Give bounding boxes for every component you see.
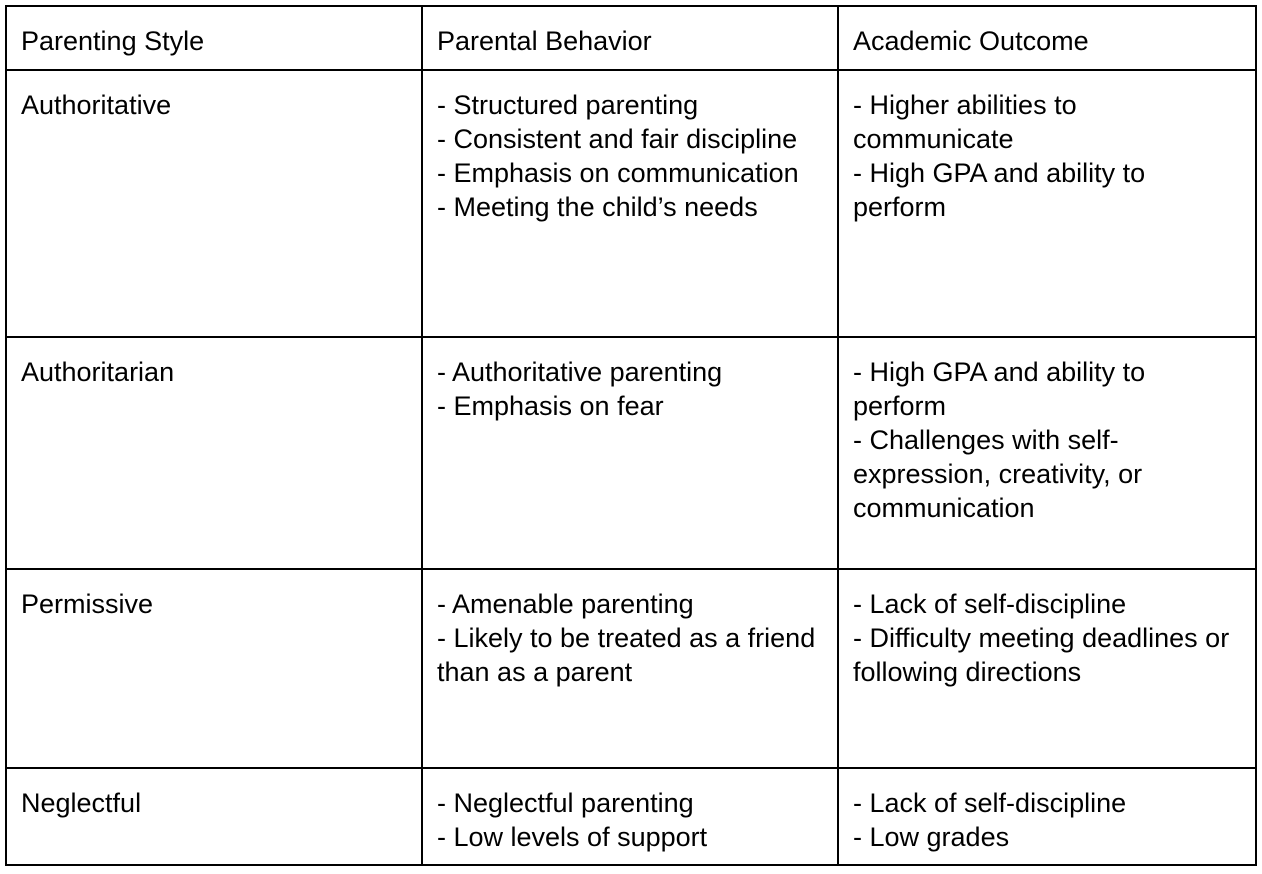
behavior-cell [422, 569, 838, 768]
outcome-item: - Difficulty meeting deadlines or following directions [853, 623, 1230, 687]
behavior-item: - Neglectful parenting [437, 788, 694, 818]
behavior-item: - Structured parenting [437, 90, 699, 120]
behavior-item: - Authoritative parenting [437, 357, 723, 387]
behavior-item: - Likely to be treated as a friend than as a parent [437, 623, 816, 687]
style-cell: Permissive [6, 569, 422, 768]
outcome-item: - Lack of self-discipline [853, 589, 1127, 619]
outcome-item: - Low grades [853, 822, 1010, 852]
behavior-item: - Consistent and fair discipline [437, 124, 798, 154]
behavior-cell [422, 337, 838, 569]
behavior-item: - Low levels of support [437, 822, 708, 852]
outcome-item: - Higher abilities to communicate [853, 90, 1077, 154]
table-row [6, 70, 1256, 337]
outcome-item: - Lack of self-discipline [853, 788, 1127, 818]
table-row [6, 768, 1256, 865]
table-row [6, 569, 1256, 768]
style-cell: Authoritative [6, 70, 422, 337]
outcome-item: - High GPA and ability to perform [853, 357, 1146, 421]
header-row [6, 6, 1256, 70]
behavior-item: - Emphasis on fear [437, 391, 664, 421]
outcome-item: - Challenges with self-expression, creativity, or communication [853, 425, 1143, 523]
behavior-cell [422, 768, 838, 865]
outcome-cell [838, 569, 1256, 768]
outcome-cell [838, 70, 1256, 337]
behavior-cell [422, 70, 838, 337]
parenting-styles-table [5, 5, 1257, 866]
style-cell: Authoritarian [6, 337, 422, 569]
outcome-item: - High GPA and ability to perform [853, 158, 1146, 222]
outcome-cell [838, 337, 1256, 569]
table-row [6, 337, 1256, 569]
behavior-item: - Meeting the child’s needs [437, 192, 758, 222]
header-parenting-style: Parenting Style [6, 6, 422, 70]
behavior-item: - Emphasis on communication [437, 158, 799, 188]
header-parental-behavior: Parental Behavior [422, 6, 838, 70]
header-academic-outcome: Academic Outcome [838, 6, 1256, 70]
style-cell: Neglectful [6, 768, 422, 865]
outcome-cell [838, 768, 1256, 865]
behavior-item: - Amenable parenting [437, 589, 694, 619]
